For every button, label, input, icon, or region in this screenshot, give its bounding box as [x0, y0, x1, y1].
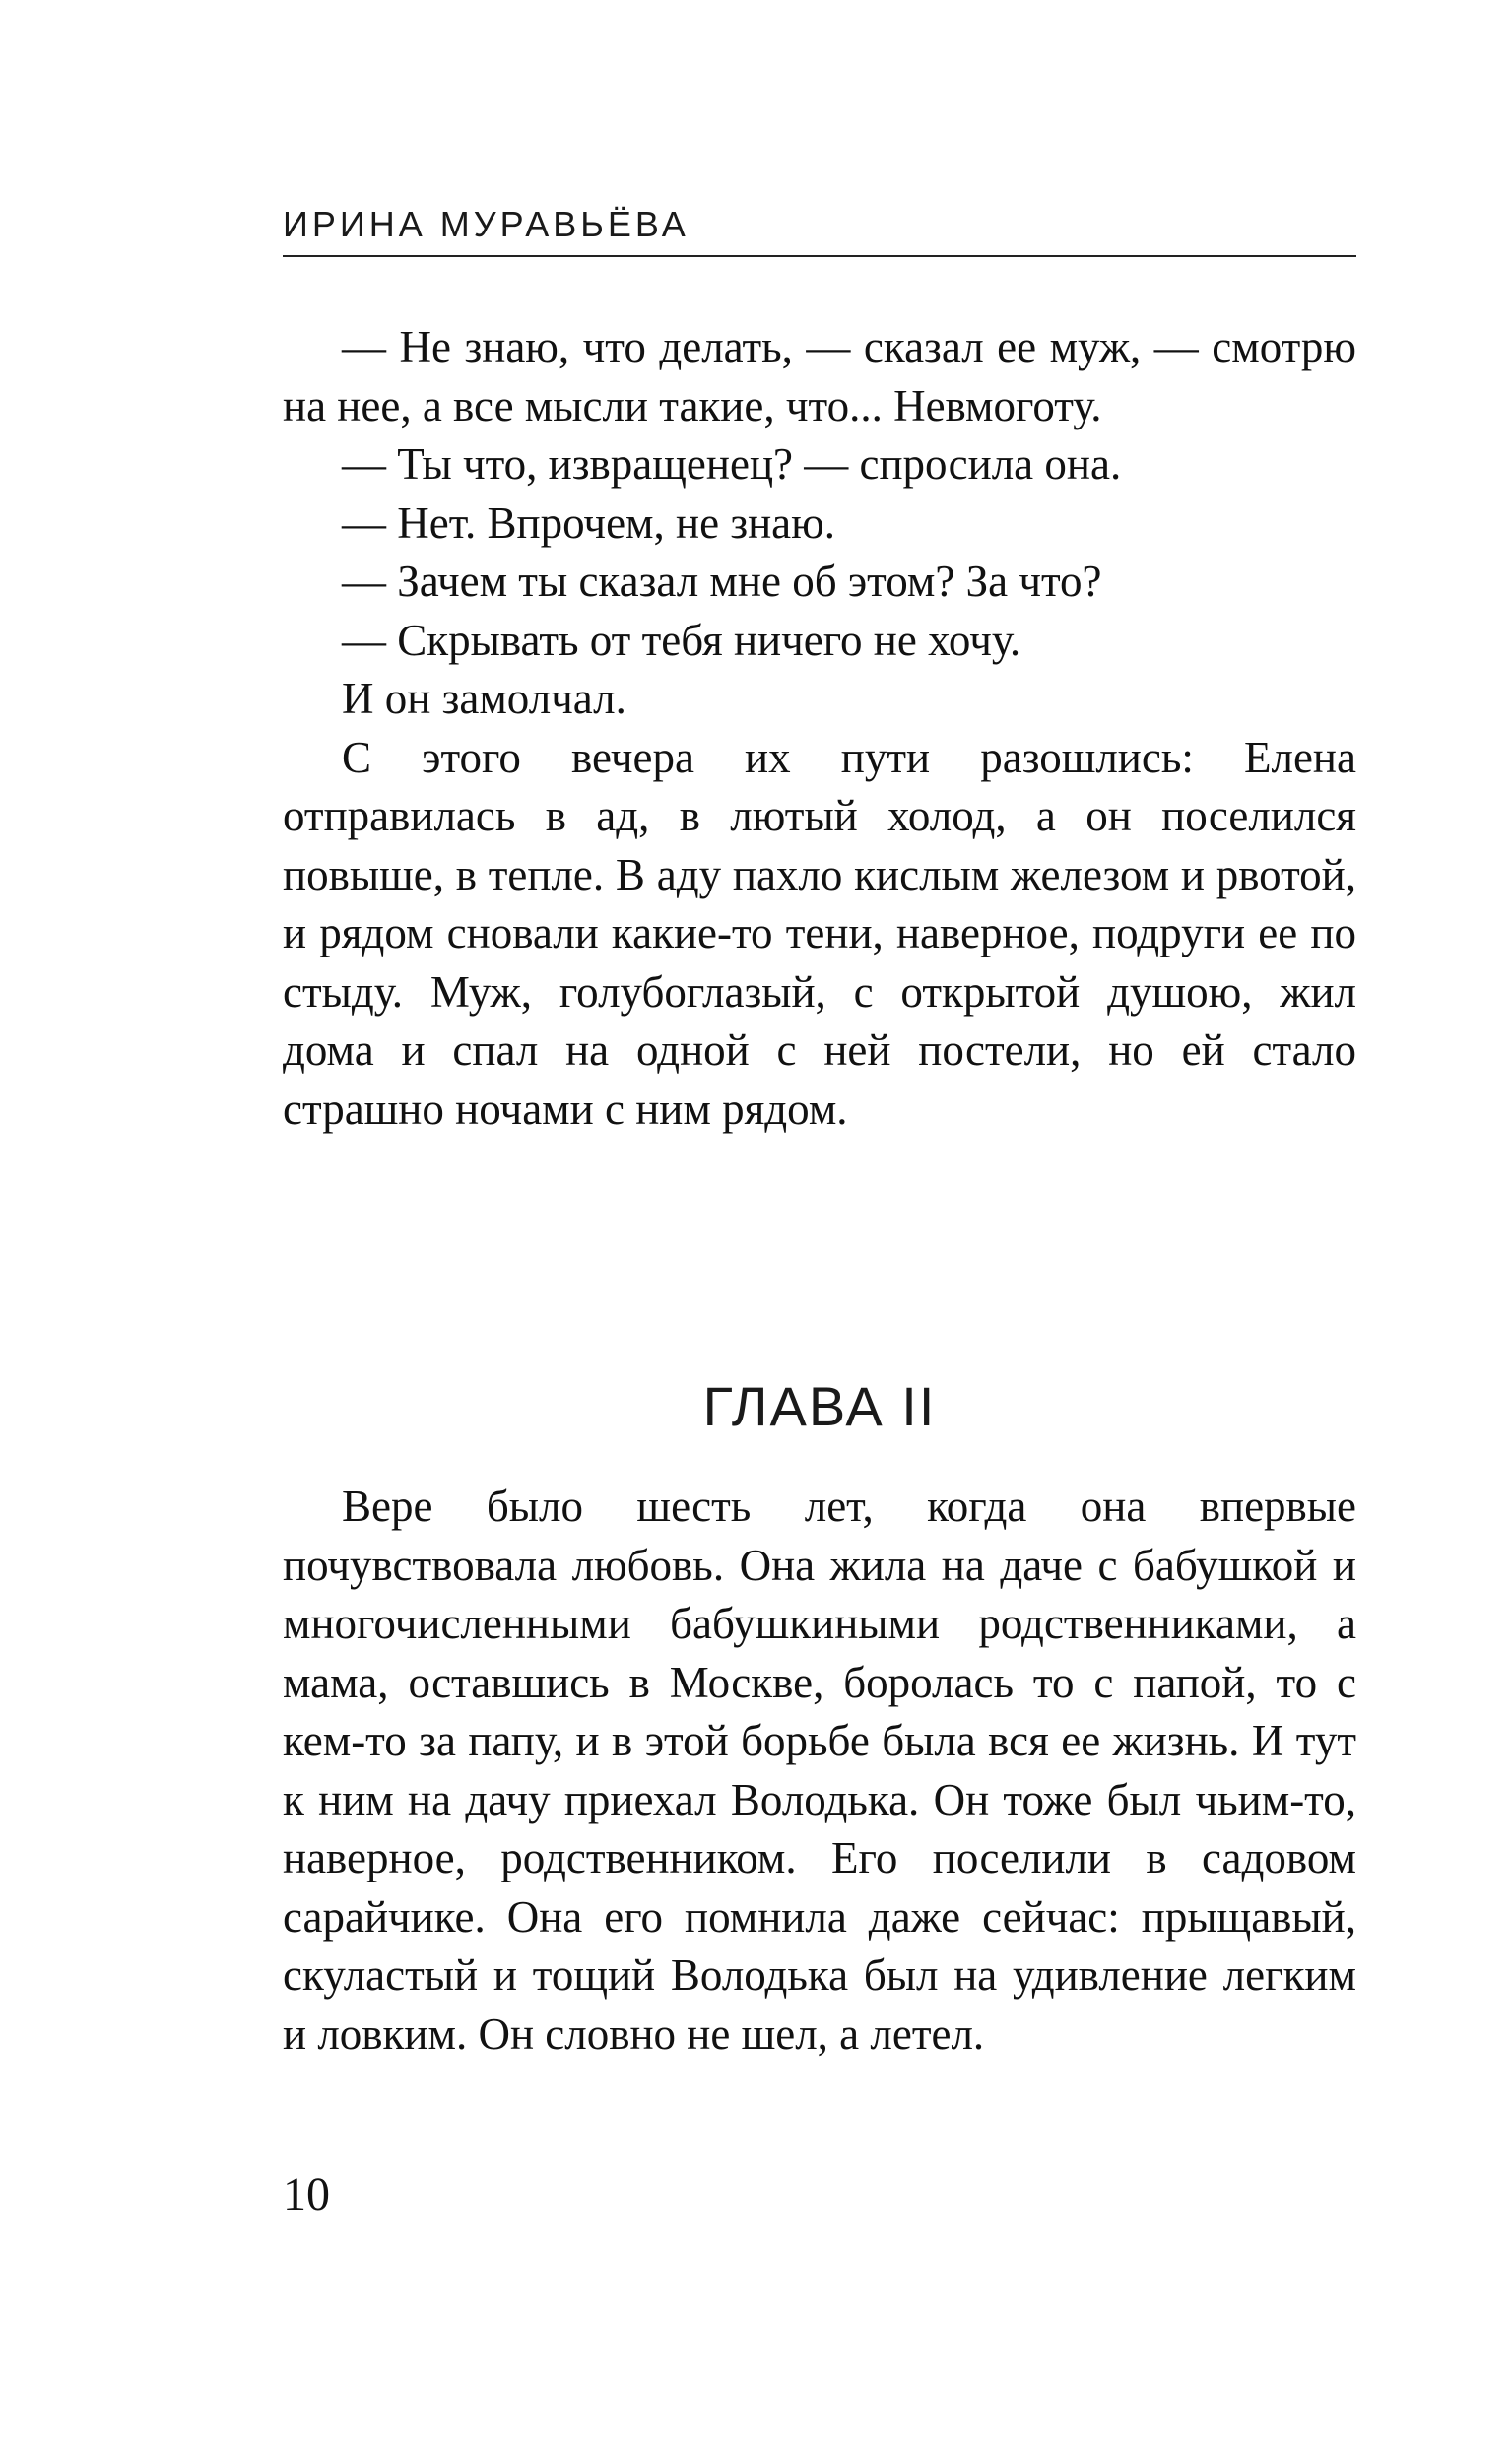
running-head-author: ИРИНА МУРАВЬЁВА	[283, 204, 690, 244]
chapter-heading: ГЛАВА II	[702, 1375, 937, 1437]
paragraph: С этого вечера их пути разошлись: Елена отправилась в ад, в лютый холод, а он поселился повыше, в тепле. В аду пахло кислым железом и рвотой, и рядом сновали какие-то тени, наверное, подруги ее по стыду. Муж, голубоглазый, с открытой душою, жил дома и спал на одной с ней постели, но ей стало страшно ночами с ним рядом.	[283, 732, 1356, 1134]
paragraph: — Ты что, извращенец? — спросила она.	[342, 439, 1122, 489]
page-number: 10	[283, 2168, 330, 2220]
paragraph: — Зачем ты сказал мне об этом? За что?	[342, 557, 1102, 606]
header-rule	[283, 255, 1356, 257]
text-section-one	[283, 318, 1356, 1139]
text-chapter-body	[283, 1478, 1356, 2064]
paragraph: И он замолчал.	[342, 674, 626, 723]
paragraph: — Не знаю, что делать, — сказал ее муж, — смотрю на нее, а все мысли такие, что... Невмоготу.	[283, 322, 1356, 430]
paragraph: — Нет. Впрочем, не знаю.	[342, 497, 836, 548]
paragraph: — Скрывать от тебя ничего не хочу.	[342, 615, 1021, 665]
paragraph: Вере было шесть лет, когда она впервые почувствовала любовь. Она жила на даче с бабушкой и многочисленными бабушкиными родственниками, а мама, оставшись в Москве, боролась то с папой, то с кем-то за папу, и в этой борьбе была вся ее жизнь. И тут к ним на дачу приехал Володька. Он тоже был чьим-то, наверное, родственником. Его поселили в садовом сарайчике. Она его помнила даже сейчас: прыщавый, скуластый и тощий Володька был на удивление легким и ловким. Он словно не шел, а летел.	[283, 1482, 1356, 2059]
